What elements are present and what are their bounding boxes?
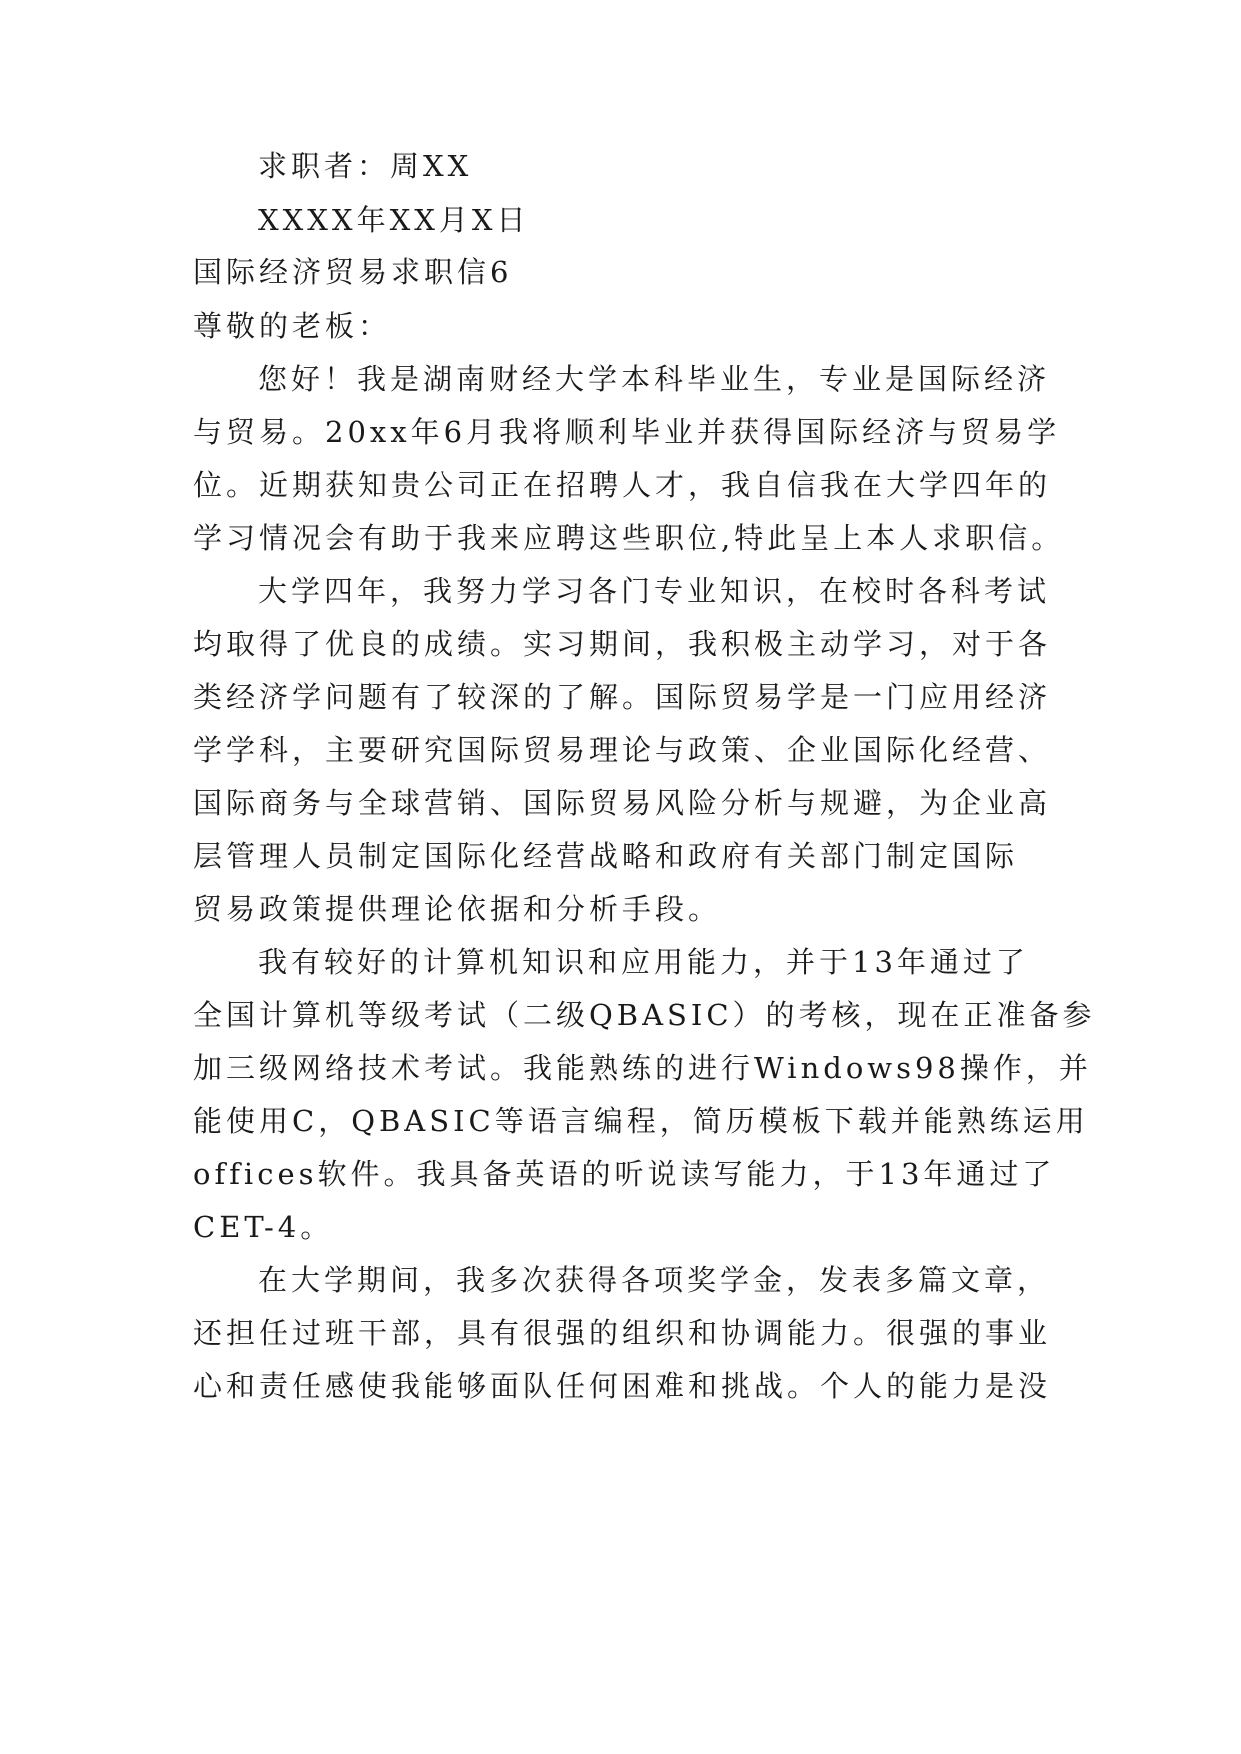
body-line: 还担任过班干部，具有很强的组织和协调能力。很强的事业 — [193, 1316, 1052, 1350]
body-line: 类经济学问题有了较深的了解。国际贸易学是一门应用经济 — [193, 680, 1052, 714]
letter-heading: 国际经济贸易求职信6 — [193, 255, 513, 289]
body-line: CET-4。 — [193, 1210, 334, 1244]
signature-applicant: 求职者：周XX — [258, 149, 473, 183]
body-line: 能使用C，QBASIC等语言编程，简历模板下载并能熟练运用 — [193, 1104, 1089, 1138]
body-line: 加三级网络技术考试。我能熟练的进行Windows98操作，并 — [193, 1051, 1092, 1085]
body-line: 全国计算机等级考试（二级QBASIC）的考核，现在正准备参 — [193, 998, 1096, 1032]
body-line: 在大学期间，我多次获得各项奖学金，发表多篇文章， — [258, 1263, 1051, 1297]
signature-date: XXXX年XX月X日 — [258, 203, 530, 237]
body-line: 位。近期获知贵公司正在招聘人才，我自信我在大学四年的 — [193, 468, 1052, 502]
body-line: 贸易政策提供理论依据和分析手段。 — [193, 892, 722, 926]
body-line: 国际商务与全球营销、国际贸易风险分析与规避，为企业高 — [193, 786, 1052, 820]
body-line: 均取得了优良的成绩。实习期间，我积极主动学习，对于各 — [193, 627, 1052, 661]
body-line: 层管理人员制定国际化经营战略和政府有关部门制定国际 — [193, 839, 1019, 873]
body-line: 学习情况会有助于我来应聘这些职位,特此呈上本人求职信。 — [193, 521, 1065, 555]
salutation: 尊敬的老板： — [193, 309, 392, 343]
body-line: 我有较好的计算机知识和应用能力，并于13年通过了 — [258, 945, 1029, 979]
body-line: 大学四年，我努力学习各门专业知识，在校时各科考试 — [258, 574, 1051, 608]
body-line: 心和责任感使我能够面队任何困难和挑战。个人的能力是没 — [193, 1369, 1052, 1403]
body-line: offices软件。我具备英语的听说读写能力，于13年通过了 — [193, 1157, 1056, 1191]
body-line: 学学科，主要研究国际贸易理论与政策、企业国际化经营、 — [193, 733, 1052, 767]
body-line: 与贸易。20xx年6月我将顺利毕业并获得国际经济与贸易学 — [193, 415, 1061, 449]
body-line: 您好！我是湖南财经大学本科毕业生，专业是国际经济 — [258, 362, 1051, 396]
